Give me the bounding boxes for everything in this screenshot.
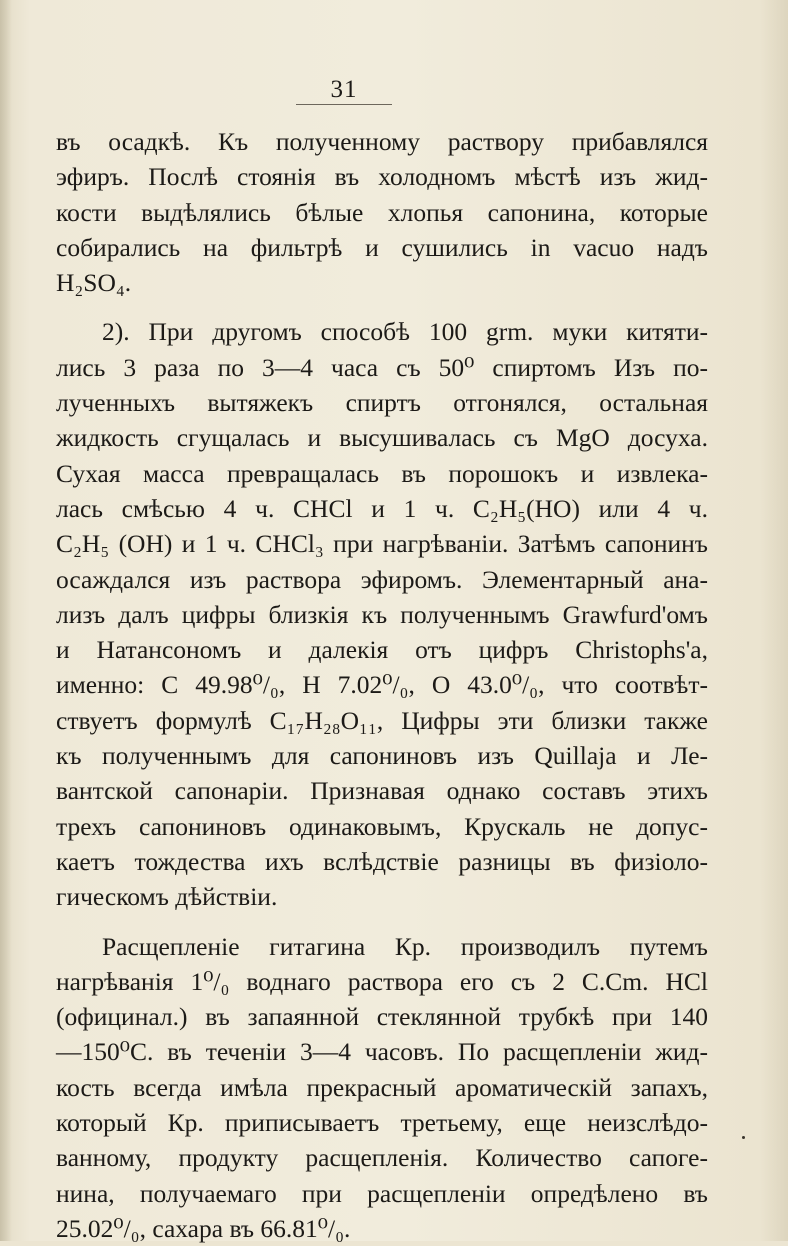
text-line: нагрѣванія 1⁰/₀ воднаго раствора его съ 2 C.Cm. HCl bbox=[56, 966, 708, 996]
text-line: каетъ тождества ихъ вслѣдствіе разницы въ физіоло- bbox=[56, 846, 708, 876]
text-line: лизъ далъ цифры близкія къ полученнымъ Grawfurd'омъ bbox=[56, 599, 708, 629]
text-line: кости выдѣлялись бѣлые хлопья сапонина, которые bbox=[56, 197, 708, 227]
text-line: осаждался изъ раствора эфиромъ. Элементарный ана- bbox=[56, 564, 708, 594]
text-line: лась смѣсью 4 ч. CHCl и 1 ч. C₂H₅(HO) или 4 ч. bbox=[56, 493, 708, 523]
text-line: въ осадкѣ. Къ полученному раствору прибавлялся bbox=[56, 127, 708, 156]
text-line: гическомъ дѣйствіи. bbox=[56, 882, 278, 912]
text-line: эфиръ. Послѣ стоянія въ холодномъ мѣстѣ изъ жид- bbox=[56, 162, 708, 192]
paragraph-1 bbox=[56, 124, 708, 300]
text-line: лученныхъ вытяжекъ спиртъ отгонялся, остальная bbox=[56, 388, 708, 418]
page-spine-shadow bbox=[0, 0, 12, 1241]
text-line: кость всегда имѣла прекрасный ароматическій запахъ, bbox=[56, 1072, 708, 1102]
header-rule bbox=[296, 104, 392, 105]
text-line: собирались на фильтрѣ и сушились in vacuo надъ bbox=[56, 232, 708, 262]
paragraph-3 bbox=[56, 929, 708, 1246]
text-line: именно: C 49.98⁰/₀, H 7.02⁰/₀, O 43.0⁰/₀, что соотвѣт- bbox=[56, 670, 708, 700]
print-speck bbox=[742, 1136, 745, 1139]
paragraph-gap bbox=[56, 915, 708, 929]
body-text bbox=[56, 124, 708, 1246]
paragraph-gap bbox=[56, 300, 708, 314]
text-line: C₂H₅ (OH) и 1 ч. CHCl₃ при нагрѣваніи. Затѣмъ сапонинъ bbox=[56, 529, 708, 559]
text-line: и Натансономъ и далекія отъ цифръ Christophs'a, bbox=[56, 635, 708, 665]
text-line: H₂SO₄. bbox=[56, 268, 132, 298]
text-line: къ полученнымъ для сапониновъ изъ Quillaja и Ле- bbox=[56, 741, 708, 771]
text-line: (официнал.) въ запаянной стеклянной трубкѣ при 140 bbox=[56, 1002, 708, 1032]
text-line: Сухая масса превращалась въ порошокъ и извлека- bbox=[56, 458, 708, 488]
page-number: 31 bbox=[330, 76, 358, 103]
text-line: ванному, продукту расщепленія. Количество сапоге- bbox=[56, 1143, 708, 1173]
text-line: вантской сапонаріи. Признавая однако составъ этихъ bbox=[56, 776, 708, 806]
text-line: —150⁰C. въ теченіи 3—4 часовъ. По расщепленіи жид- bbox=[56, 1037, 708, 1067]
text-line: лись 3 раза по 3—4 часа съ 50⁰ спиртомъ Изъ по- bbox=[56, 352, 708, 382]
text-line: 2). При другомъ способѣ 100 grm. муки китяти- bbox=[102, 317, 708, 347]
text-line: ствуетъ формулѣ C₁₇H₂₈O₁₁, Цифры эти близки также bbox=[56, 705, 708, 735]
text-line: жидкость сгущалась и высушивалась съ MgO досуха. bbox=[56, 423, 708, 453]
text-line: Расщепленіе гитагина Кр. производилъ путемъ bbox=[102, 931, 708, 961]
text-line: нина, получаемаго при расщепленіи опредѣлено въ bbox=[56, 1178, 708, 1208]
text-line: который Кр. приписываетъ третьему, еще неизслѣдо- bbox=[56, 1108, 708, 1138]
text-line: трехъ сапониновъ одинаковымъ, Крускаль не допус- bbox=[56, 811, 708, 841]
text-line: 25.02⁰/₀, сахара въ 66.81⁰/₀. bbox=[56, 1213, 351, 1243]
paragraph-2 bbox=[56, 314, 708, 914]
